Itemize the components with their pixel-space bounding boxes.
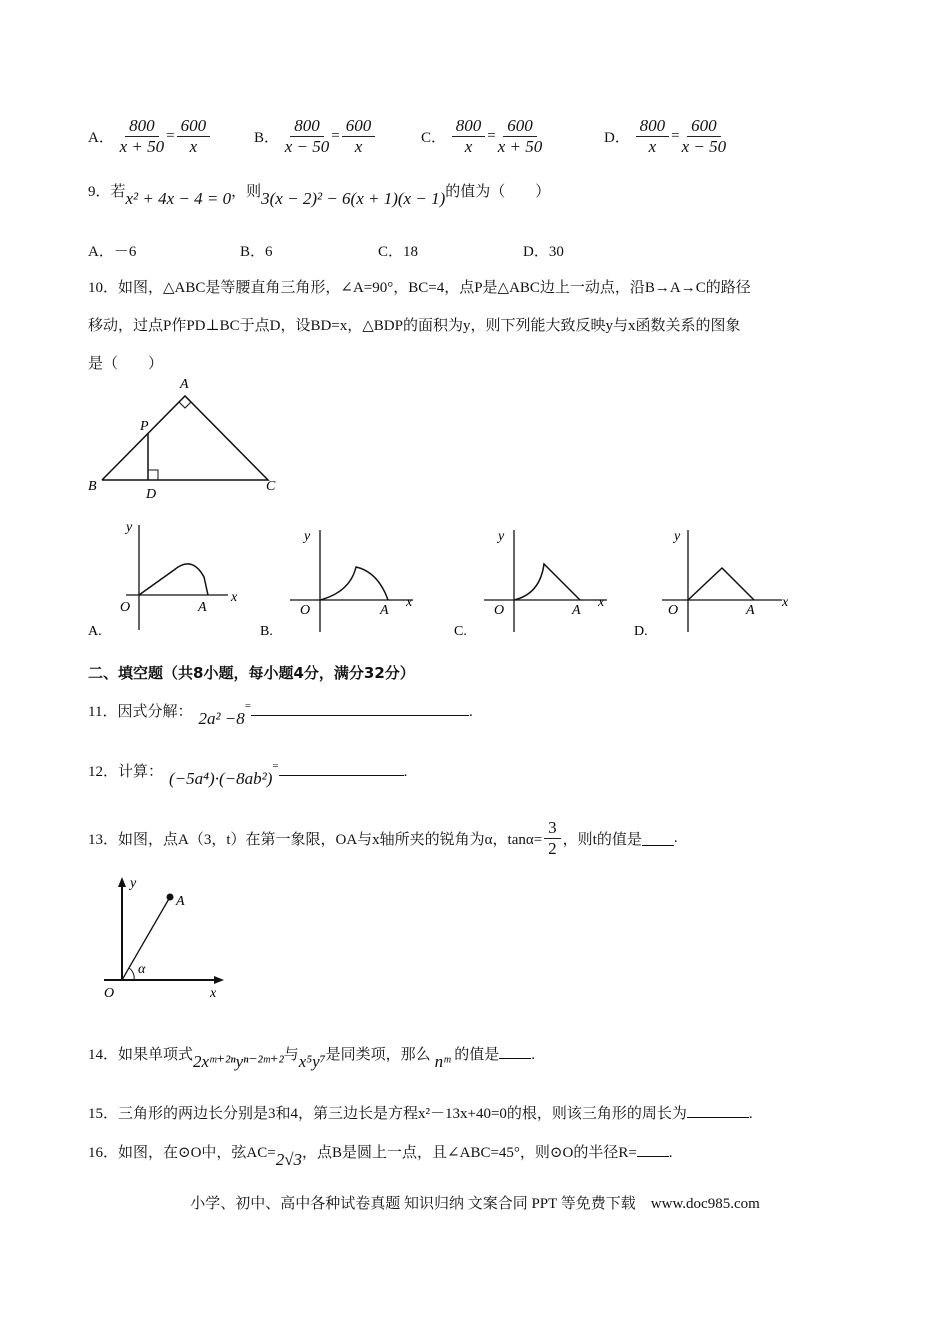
option-label: C. <box>454 624 467 639</box>
q15-text: 15．三角形的两边长分别是3和4，第三边长是方程x²－13x+40=0的根，则该三角形的周长为 <box>88 1106 687 1122</box>
origin-label: O <box>120 600 131 615</box>
option-label: A. <box>88 624 102 639</box>
answer-blank[interactable] <box>499 1044 531 1059</box>
fraction <box>177 116 211 157</box>
right-angle-mark-a <box>179 402 191 408</box>
q14-suffix: 的值是 <box>454 1047 500 1063</box>
q12-prefix: 12．计算： <box>88 764 164 780</box>
numerator: 800 <box>125 116 159 137</box>
question-11 <box>88 700 473 728</box>
numerator: 600 <box>177 116 211 137</box>
graph-b <box>258 522 428 640</box>
q8-option-b <box>254 116 377 157</box>
period: . <box>403 764 408 780</box>
q13-prefix: 13．如图，点A（3，t）在第一象限，OA与x轴所夹的锐角为α，tanα= <box>88 832 543 848</box>
q14-monomial-2: x⁵y⁷ <box>298 1052 326 1071</box>
fraction <box>342 116 376 157</box>
answer-blank[interactable] <box>637 1142 669 1157</box>
alpha-label: α <box>138 962 146 977</box>
q10-line-3: 是（ ） <box>88 356 164 372</box>
q9-expression: 3(x − 2)² − 6(x + 1)(x − 1) <box>261 189 446 208</box>
q11-expression: 2a² −8 <box>198 709 245 728</box>
origin-label: O <box>668 603 679 618</box>
fraction <box>636 116 670 157</box>
q16-suffix: ，点B是圆上一点，且∠ABC=45°，则⊙O的半径R= <box>302 1145 637 1161</box>
period: . <box>668 1145 673 1161</box>
curve <box>688 568 754 600</box>
footer-text: 小学、初中、高中各种试卷真题 知识归纳 文案合同 PPT 等免费下载 www.doc985.com <box>190 1196 760 1212</box>
q13-suffix: ，则t的值是 <box>562 832 642 848</box>
right-angle-mark <box>148 470 158 480</box>
option-label: D. <box>634 624 648 639</box>
q14-expression: nᵐ <box>434 1052 451 1071</box>
question-12 <box>88 760 408 788</box>
question-16 <box>88 1141 673 1169</box>
point-a-label: A <box>572 603 581 618</box>
section-heading: 二、填空题（共8小题，每小题4分，满分32分） <box>88 664 415 682</box>
fraction <box>452 116 486 157</box>
curve <box>139 564 208 595</box>
q9-equation: x² + 4x − 4 = 0 <box>125 189 232 208</box>
triangle-figure <box>80 372 290 502</box>
label-b: B <box>88 479 97 494</box>
period: . <box>469 704 473 720</box>
q9-option-d: D．30 <box>523 244 564 260</box>
numerator: 600 <box>503 116 537 137</box>
axis-y-label: y <box>126 520 133 535</box>
axis-x-label: x <box>598 595 605 610</box>
numerator: 800 <box>636 116 670 137</box>
curve <box>514 564 580 600</box>
point-a-label: A <box>380 603 389 618</box>
option-label: B． <box>254 130 280 146</box>
axis-x-label: x <box>231 590 238 605</box>
q10-line-2: 移动，过点P作PD⊥BC于点D，设BD=x，△BDP的面积为y，则下列能大致反映y与x函数关系的图象 <box>88 318 741 334</box>
fraction <box>120 116 165 157</box>
axis-x-label: x <box>406 595 413 610</box>
angle-arc <box>129 968 134 980</box>
label-c: C <box>266 479 276 494</box>
q9-option-a: A．－6 <box>88 244 137 260</box>
option-label: B. <box>260 624 273 639</box>
axis-x-label: x <box>210 986 217 1001</box>
option-label: C． <box>421 130 447 146</box>
point-a <box>167 894 174 901</box>
graph-d <box>632 522 802 640</box>
label-p: P <box>140 419 149 434</box>
denominator: x <box>354 137 363 156</box>
axis-y-label: y <box>130 876 137 891</box>
curve <box>320 567 388 600</box>
origin-label: O <box>104 986 115 1001</box>
answer-blank[interactable] <box>642 831 674 846</box>
denominator: x <box>189 137 198 156</box>
label-d: D <box>146 487 157 502</box>
denominator: x <box>464 137 473 156</box>
fraction <box>682 116 727 157</box>
axis-x-label: x <box>782 595 789 610</box>
q9-suffix: 的值为（ ） <box>445 184 551 200</box>
option-label: A． <box>88 130 114 146</box>
q14-mid: 与 <box>283 1047 299 1063</box>
q11-prefix: 11．因式分解： <box>88 704 193 720</box>
point-a-label: A <box>176 894 185 909</box>
equals: = <box>671 128 680 144</box>
fraction <box>285 116 330 157</box>
axis-y-label: y <box>304 529 311 544</box>
segment-oa <box>122 897 170 980</box>
period: . <box>531 1047 536 1063</box>
q16-prefix: 16．如图，在⊙O中，弦AC= <box>88 1145 276 1161</box>
answer-blank[interactable] <box>251 701 469 716</box>
q12-expression: (−5a⁴)·(−8ab²) <box>169 769 273 788</box>
q14-prefix: 14．如果单项式 <box>88 1047 194 1063</box>
numerator: 600 <box>687 116 721 137</box>
equals: = <box>331 128 340 144</box>
q14-mid2: 是同类项，那么 <box>325 1047 431 1063</box>
period: . <box>673 830 678 846</box>
numerator: 3 <box>544 818 561 839</box>
origin-label: O <box>494 603 505 618</box>
axis-y-label: y <box>498 529 505 544</box>
fraction <box>498 116 543 157</box>
q9-prefix: 9．若 <box>88 184 126 200</box>
q8-option-c <box>421 116 544 157</box>
numerator: 600 <box>342 116 376 137</box>
question-14 <box>88 1043 536 1071</box>
question-9 <box>88 180 551 208</box>
numerator: 800 <box>290 116 324 137</box>
equals: = <box>487 128 496 144</box>
graph-c <box>452 522 622 640</box>
denominator: x − 50 <box>284 137 330 156</box>
q16-expression: 2√3 <box>275 1150 303 1169</box>
q8-option-a <box>88 116 212 157</box>
period: . <box>748 1106 753 1122</box>
denominator: x − 50 <box>681 137 727 156</box>
equals: = <box>272 760 279 772</box>
denominator: x <box>648 137 657 156</box>
q8-option-d <box>604 116 728 157</box>
question-13 <box>88 818 678 859</box>
numerator: 800 <box>452 116 486 137</box>
axis-y-label: y <box>674 529 681 544</box>
denominator: x + 50 <box>119 137 165 156</box>
answer-blank[interactable] <box>279 761 404 776</box>
equals: = <box>166 128 175 144</box>
point-a-label: A <box>198 600 207 615</box>
graph-a <box>86 515 256 640</box>
denominator: 2 <box>548 839 557 858</box>
option-label: D． <box>604 130 630 146</box>
angle-figure <box>82 875 232 1005</box>
equals: = <box>244 700 251 712</box>
q9-option-b: B．6 <box>240 244 273 260</box>
answer-blank[interactable] <box>687 1103 749 1118</box>
question-15 <box>88 1102 753 1123</box>
fraction <box>544 818 561 859</box>
q9-option-c: C．18 <box>378 244 419 260</box>
q10-line-1: 10．如图，△ABC是等腰直角三角形，∠A=90°，BC=4，点P是△ABC边上一动点，沿B→A→C的路径 <box>88 280 751 296</box>
label-a: A <box>180 377 189 392</box>
q9-mid: ，则 <box>231 184 262 200</box>
denominator: x + 50 <box>497 137 543 156</box>
origin-label: O <box>300 603 311 618</box>
point-a-label: A <box>746 603 755 618</box>
q14-monomial-1: 2xᵐ⁺²ⁿyⁿ⁻²ᵐ⁺² <box>193 1052 284 1071</box>
